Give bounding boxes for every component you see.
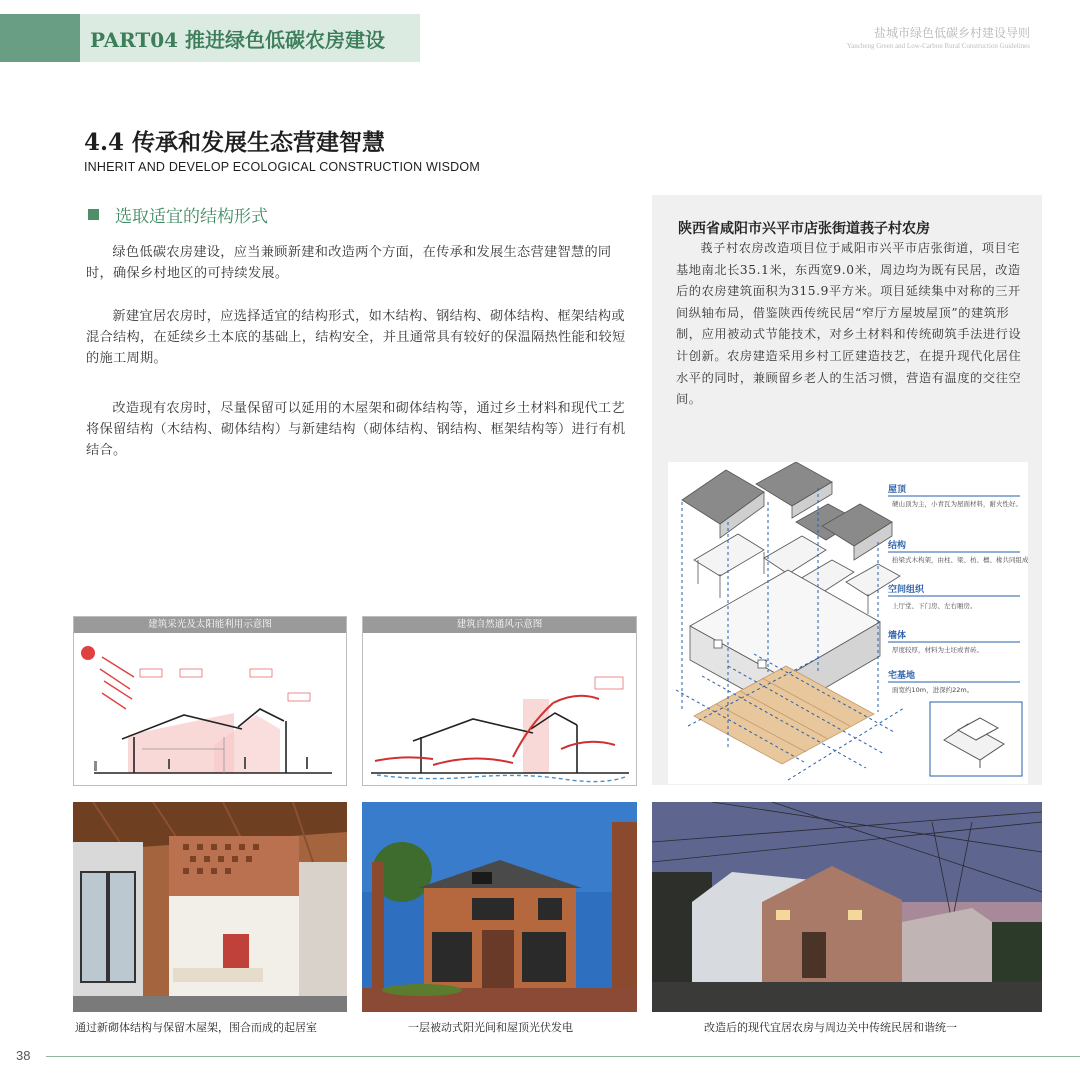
header-color-band [0, 14, 80, 62]
guide-title-zh: 盐城市绿色低碳乡村建设导则 [873, 26, 1030, 40]
section-title: 4.4 传承和发展生态营建智慧 [84, 129, 386, 156]
photo-caption: 改造后的现代宜居农房与周边关中传统民居和谐统一 [704, 1021, 957, 1034]
part-label: PART04 推进绿色低碳农房建设 [90, 27, 386, 52]
axonometric-diagram [668, 462, 1028, 784]
body-paragraph: 新建宜居农房时，应选择适宜的结构形式，如木结构、钢结构、砌体结构、框架结构或混合结构，在延续乡土本底的基础上，结构安全，并且通常具有较好的保温隔热性能和较短的施工周期。 [86, 309, 626, 366]
axo-label-title: 结构 [888, 541, 907, 551]
axo-label-desc: 硬山顶为主，小青瓦为屋面材料，耐火性好。 [892, 500, 1022, 508]
guide-title-en: Yancheng Green and Low-Carbon Rural Construction Guidelines [846, 42, 1030, 50]
axo-label-desc: 抬梁式木构架，由柱、梁、枋、檩、椽共同组成。 [892, 556, 1028, 564]
axo-label-title: 墙体 [888, 631, 907, 641]
photo-exterior-dusk [652, 802, 1042, 1012]
subheading [88, 202, 268, 227]
photo-living-room [73, 802, 347, 1012]
daylight-solar-diagram [73, 616, 347, 786]
photo-caption: 通过新砌体结构与保留木屋架，围合而成的起居室 [75, 1021, 317, 1034]
page-number: 38 [16, 1048, 31, 1063]
photo-sunroom-pv [362, 802, 637, 1012]
diagram-title: 建筑自然通风示意图 [363, 617, 636, 633]
section-subtitle: INHERIT AND DEVELOP ECOLOGICAL CONSTRUCTION WISDOM [84, 160, 480, 174]
subheading-text: 选取适宜的结构形式 [115, 207, 268, 227]
photo-caption: 一层被动式阳光间和屋顶光伏发电 [408, 1021, 573, 1034]
body-paragraph: 绿色低碳农房建设，应当兼顾新建和改造两个方面，在传承和发展生态营建智慧的同时，确保乡村地区的可持续发展。 [86, 245, 612, 281]
natural-ventilation-diagram [362, 616, 637, 786]
footer-divider [46, 1056, 1080, 1057]
diagram-title: 建筑采光及太阳能利用示意图 [74, 617, 346, 633]
axo-label-desc: 厚度较厚，材料为土坯或青砖。 [892, 646, 983, 654]
square-bullet-icon [88, 209, 99, 220]
axo-label-title: 宅基地 [888, 671, 916, 681]
case-study-title: 陕西省咸阳市兴平市店张街道莪子村农房 [678, 221, 930, 237]
part-header-tab [80, 14, 420, 62]
case-study-text: 莪子村农房改造项目位于咸阳市兴平市店张街道，项目宅基地南北长35.1米，东西宽9.0米，周边均为既有民居，改造后的农房建筑面积为315.9平方米。项目延续集中对称的三开间纵轴布局，借鉴陕西传统民居“窄厅方屋坡屋顶”的建筑形制，应用被动式节能技术，对乡土材料和传统砌筑手法进行设计创新。农房建造采用乡村工匠建造技艺，在提升现代化居住水平的同时，兼顾留乡老人的生活习惯，营造有温度的交往空间。 [676, 241, 1022, 407]
axo-label-desc: 上厅堂、下门房、左右厢房。 [892, 602, 977, 610]
axo-label-desc: 面宽约10m，进深约22m。 [892, 686, 974, 694]
axo-label-title: 屋顶 [888, 485, 907, 495]
axo-label-title: 空间组织 [888, 585, 925, 595]
body-paragraph: 改造现有农房时，尽量保留可以延用的木屋架和砌体结构等，通过乡土材料和现代工艺将保留结构（木结构、砌体结构）与新建结构（砌体结构、钢结构、框架结构等）进行有机结合。 [86, 401, 626, 458]
